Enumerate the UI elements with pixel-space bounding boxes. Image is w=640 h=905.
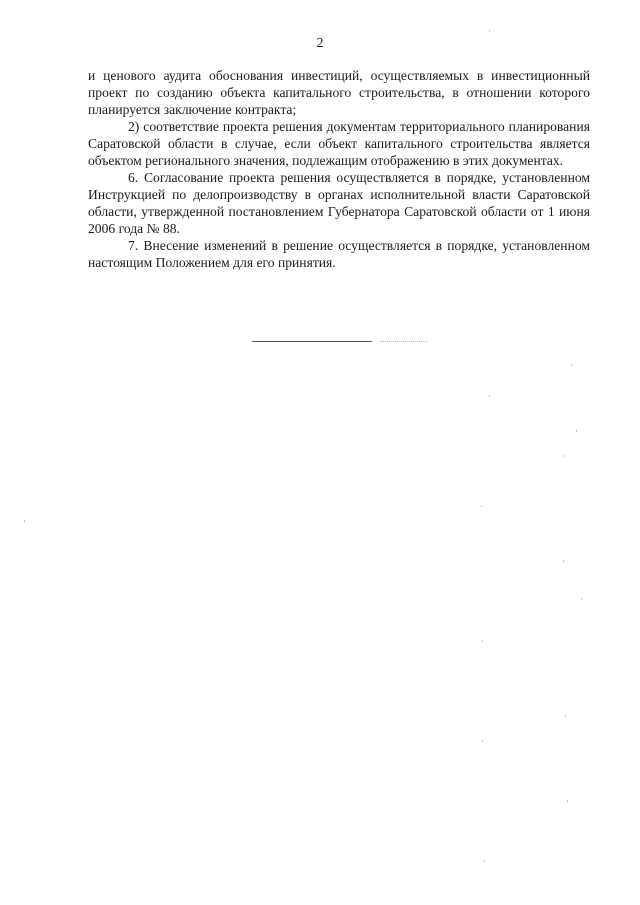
end-separator-tail	[380, 341, 428, 342]
scan-speck	[571, 364, 572, 366]
paragraph-item-7: 7. Внесение изменений в решение осуществляется в порядке, установленном настоящим Положением для его принятия.	[88, 238, 590, 270]
scan-speck	[576, 430, 577, 432]
scan-speck	[482, 640, 483, 642]
scan-speck	[484, 860, 485, 862]
scan-speck	[24, 520, 25, 522]
scan-speck	[564, 455, 565, 457]
paragraph-continuation: и ценового аудита обоснования инвестиций, осуществляемых в инвестиционный проект по созданию объекта капитального строительства, в отношении которого планируется заключение контракта;	[88, 68, 590, 117]
document-body	[88, 67, 590, 271]
scan-speck	[482, 740, 483, 742]
scan-speck	[565, 715, 566, 717]
scan-speck	[563, 560, 564, 562]
scan-speck	[489, 395, 490, 397]
paragraph-item-6: 6. Согласование проекта решения осуществляется в порядке, установленном Инструкцией по делопроизводству в органах исполнительной власти Саратовской области, утвержденной постановлением Губернатора Саратовской области от 1 июня 2006 года № 88.	[88, 170, 590, 236]
paragraph-item-2: 2) соответствие проекта решения документам территориального планирования Саратовской области в случае, если объект капитального строительства является объектом регионального значения, подлежащим отображению в этих документах.	[88, 119, 590, 168]
scan-speck	[581, 598, 582, 600]
end-separator-line	[252, 341, 372, 342]
scan-speck	[567, 800, 568, 802]
scan-speck	[489, 30, 490, 32]
scan-speck	[481, 505, 482, 507]
page-number: 2	[316, 36, 324, 51]
